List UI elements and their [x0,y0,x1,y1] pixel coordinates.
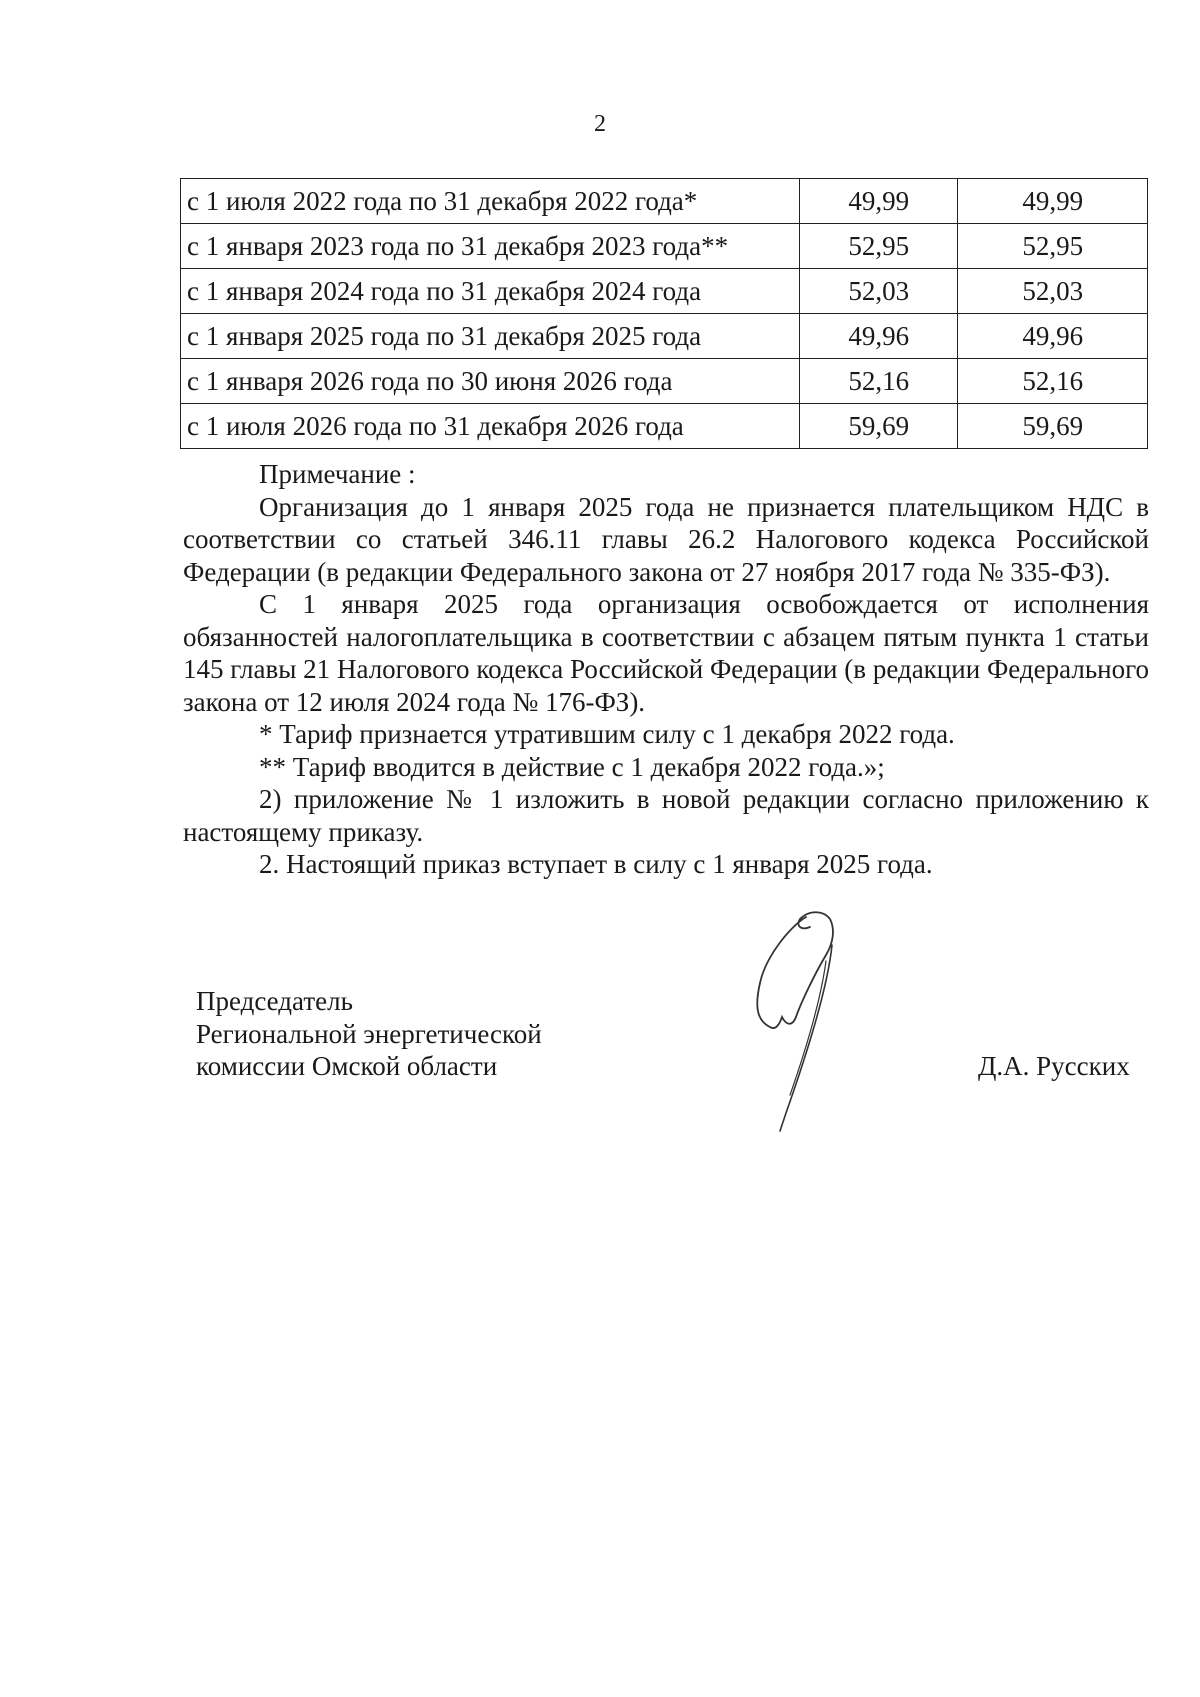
signatory-line: комиссии Омской области [196,1051,498,1081]
period-cell: с 1 января 2026 года по 30 июня 2026 года [181,359,800,404]
tariff-value-cell: 52,95 [800,224,958,269]
tariff-value-cell: 59,69 [800,404,958,449]
tariff-value-cell: 59,69 [958,404,1148,449]
signatory-line: Председатель [196,986,353,1016]
tariff-value-cell: 52,95 [958,224,1148,269]
period-cell: с 1 января 2023 года по 31 декабря 2023 года** [181,224,800,269]
footnote-single-asterisk: * Тариф признается утратившим силу с 1 декабря 2022 года. [259,719,955,749]
signatory-line: Региональной энергетической [196,1018,542,1049]
signatory-title [196,985,542,1083]
table-row [181,269,1148,314]
page-number: 2 [594,111,606,137]
tariff-value-cell: 49,96 [958,314,1148,359]
tariff-value-cell: 49,99 [800,179,958,224]
handwritten-signature [740,905,900,1155]
point-2-effective-date: 2. Настоящий приказ вступает в силу с 1 января 2025 года. [259,849,933,879]
tariff-value-cell: 52,16 [800,359,958,404]
tariff-table [180,178,1148,449]
period-cell: с 1 июля 2022 года по 31 декабря 2022 года* [181,179,800,224]
table-row [181,359,1148,404]
tariff-value-cell: 49,96 [800,314,958,359]
note-paragraph-exemption: С 1 января 2025 года организация освобождается от исполнения обязанностей налогоплательщика в соответствии с абзацем пятым пункта 1 статьи 145 главы 21 Налогового кодекса Российской Федерации (в редакции Федерального закона от 12 июля 2024 года № 176-ФЗ). [183,589,1149,717]
table-row [181,314,1148,359]
period-cell: с 1 января 2025 года по 31 декабря 2025 года [181,314,800,359]
footnote-double-asterisk: ** Тариф вводится в действие с 1 декабря 2022 года.»; [259,751,885,782]
table-row [181,179,1148,224]
period-cell: с 1 июля 2026 года по 31 декабря 2026 года [181,404,800,449]
tariff-value-cell: 49,99 [958,179,1148,224]
tariff-value-cell: 52,03 [800,269,958,314]
signer-name: Д.А. Русских [978,1051,1130,1081]
table-row [181,224,1148,269]
tariff-value-cell: 52,16 [958,359,1148,404]
document-body [183,458,1149,881]
item-2-appendix: 2) приложение № 1 изложить в новой редакции согласно приложению к настоящему приказу. [183,784,1149,847]
period-cell: с 1 января 2024 года по 31 декабря 2024 года [181,269,800,314]
tariff-value-cell: 52,03 [958,269,1148,314]
note-paragraph-vat: Организация до 1 января 2025 года не признается плательщиком НДС в соответствии со статьей 346.11 главы 26.2 Налогового кодекса Российской Федерации (в редакции Федерального закона от 27 ноября 2017 года № 335-ФЗ). [183,491,1149,587]
note-label: Примечание : [259,459,416,489]
table-row [181,404,1148,449]
